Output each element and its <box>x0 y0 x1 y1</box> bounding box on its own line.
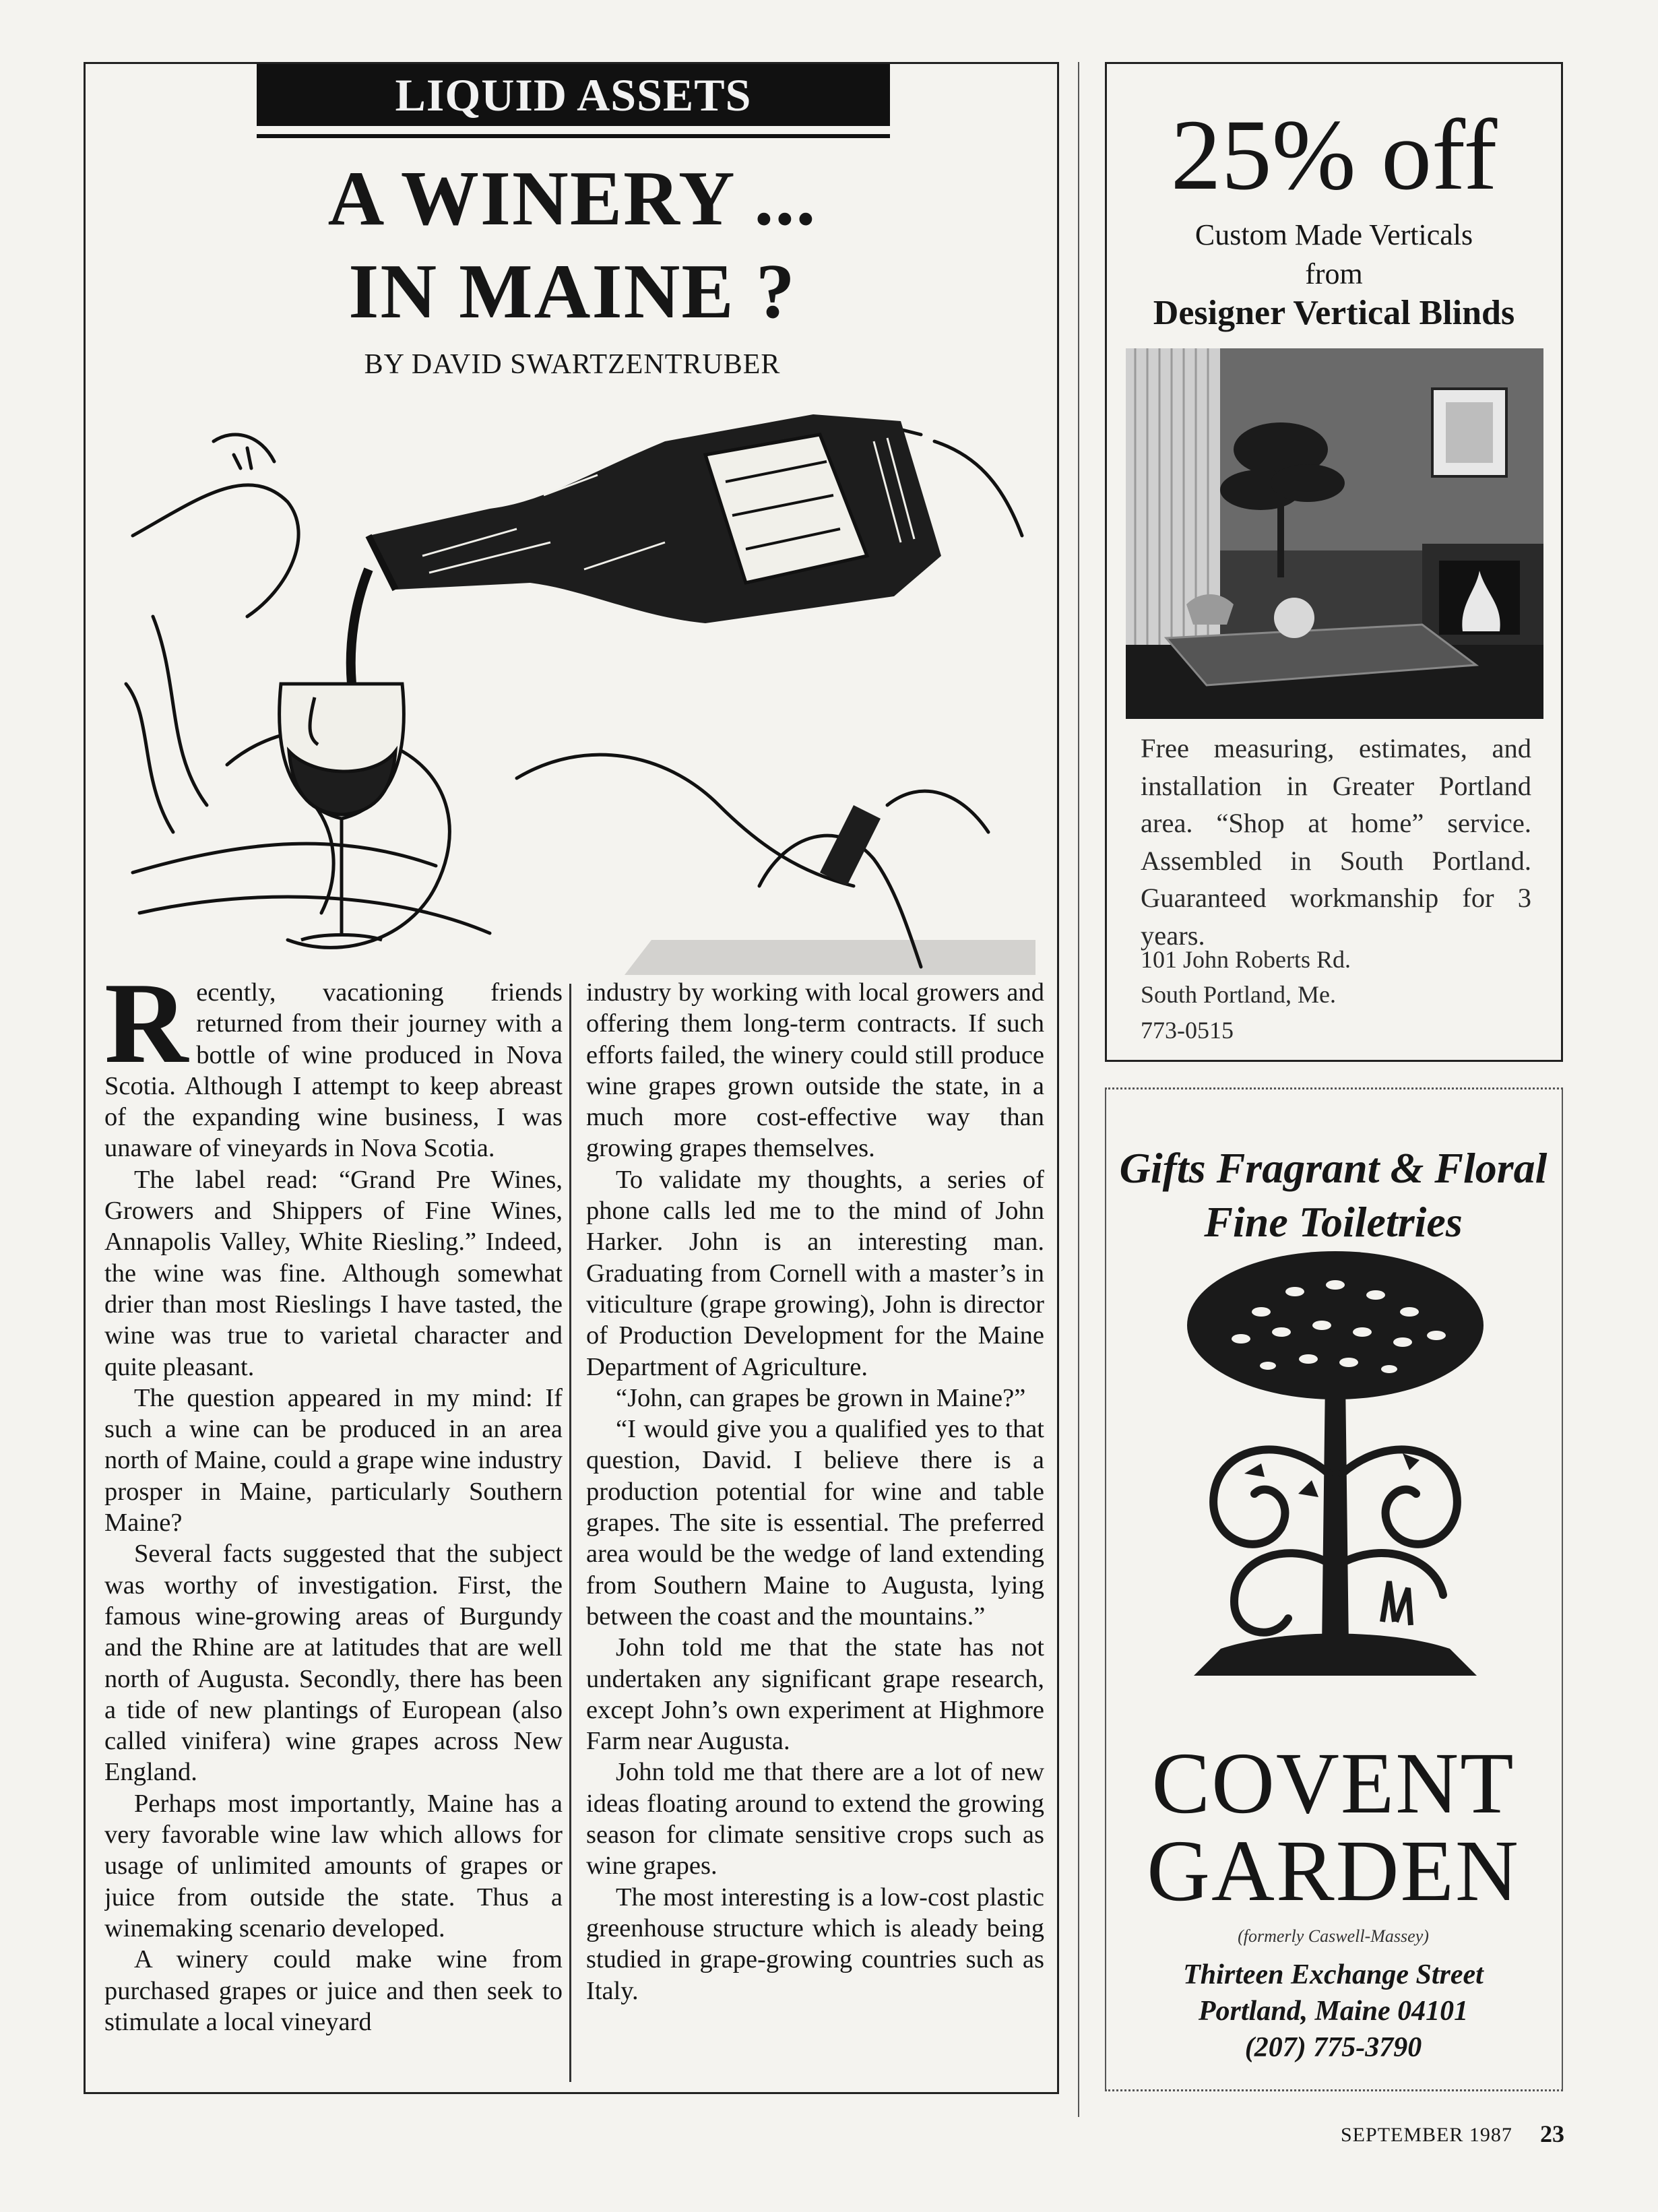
ad-discount-headline: 25% off <box>1170 99 1498 211</box>
ad-brand-line-2: GARDEN <box>1147 1823 1520 1920</box>
ad-subheading-from: from <box>1305 257 1363 290</box>
page-divider-rule <box>1078 62 1079 2117</box>
paragraph: The question appeared in my mind: If such a wine can be produced in an area north of Maine, could a grape wine industry prosper in Maine, particularly Southern Maine? <box>104 1383 563 1538</box>
wine-pour-illustration <box>113 401 1035 975</box>
paragraph: The label read: “Grand Pre Wines, Growers and Shippers of Fine Wines, Annapolis Valley, White Riesling.” Indeed, the wine was fine. Although somewhat drier than most Rieslings I have tasted, the wine was true to varietal character and quite pleasant. <box>104 1165 563 1381</box>
paragraph: John told me that the state has not undertaken any significant grape research, except John’s own experiment at Highmore Farm near Augusta. <box>586 1633 1044 1756</box>
paragraph: Recently, vacationing friends returned from their journey with a bottle of wine produced in Nova Scotia. Although I attempt to keep abreast of the expanding wine business, I was unaware of vineyards in Nova Scotia. <box>104 977 563 1163</box>
drop-cap: R <box>104 977 189 1087</box>
paragraph: A winery could make wine from purchased grapes or juice and then seek to stimulate a local vineyard <box>104 1945 563 2036</box>
ad-body-text: Free measuring, estimates, and installation in Greater Portland area. “Shop at home” service. Assembled in South Portland. Guaranteed workmanship for 3 years. <box>1141 733 1531 951</box>
ad-city: South Portland, Me. <box>1141 981 1337 1008</box>
headline-line-1: A WINERY ... <box>327 156 817 242</box>
tree-logo-icon <box>1180 1244 1490 1716</box>
article-column-1 <box>104 977 563 2082</box>
page-number: 23 <box>1540 2120 1564 2147</box>
paragraph: Perhaps most importantly, Maine has a very favorable wine law which allows for usage of unlimited amounts of grapes or juice from outside the state. Thus a winemaking scenario developed. <box>104 1789 563 1942</box>
paragraph: “I would give you a qualified yes to that question, David. I believe there is a production potential for wine and table grapes. The site is essential. The preferred area would be the wedge of land extending from Southern Maine to Augusta, lying between the coast and the mountains.” <box>586 1415 1044 1631</box>
ad-formerly-note: (formerly Caswell-Massey) <box>1238 1926 1429 1946</box>
ad-phone: 773-0515 <box>1141 1017 1234 1044</box>
covent-garden-advertisement <box>1105 1087 1563 2091</box>
paragraph: The most interesting is a low-cost plastic greenhouse structure which is aleady being studied in grape-growing countries such as Italy. <box>586 1883 1044 2005</box>
article-column-2 <box>586 977 1044 2082</box>
ad-tagline-1: Gifts Fragrant & Floral <box>1119 1144 1548 1192</box>
kicker-rule <box>257 134 890 138</box>
ad-street-address: 101 John Roberts Rd. <box>1141 946 1351 973</box>
ad-city: Portland, Maine 04101 <box>1198 1996 1469 2027</box>
living-room-photo <box>1126 348 1543 719</box>
ad-company-name: Designer Vertical Blinds <box>1153 294 1515 332</box>
blinds-advertisement <box>1105 62 1563 1062</box>
column-divider <box>569 984 571 2082</box>
article-box <box>84 62 1059 2094</box>
issue-date: SEPTEMBER 1987 <box>1341 2124 1512 2146</box>
headline-line-2: IN MAINE ? <box>348 249 796 335</box>
paragraph: To validate my thoughts, a series of phone calls led me to the mind of John Harker. John is an interesting man. Graduating from Cornell with a master’s in viticulture (grape growing), John is director of Production Development for the Maine Department of Agriculture. <box>586 1165 1044 1381</box>
paragraph: John told me that there are a lot of new ideas floating around to extend the growing season for climate sensitive crops such as wine grapes. <box>586 1758 1044 1881</box>
paragraph: “John, can grapes be grown in Maine?” <box>616 1383 1026 1412</box>
byline: BY DAVID SWARTZENTRUBER <box>364 349 781 380</box>
ad-street-address: Thirteen Exchange Street <box>1183 1959 1484 1990</box>
ad-tagline-2: Fine Toiletries <box>1204 1198 1463 1246</box>
ad-subheading: Custom Made Verticals <box>1194 218 1473 251</box>
paragraph: industry by working with local growers and offering them long-term contracts. If such efforts failed, the winery could still produce wine grapes grown outside the state, in a much more cost-effective way than growing grapes themselves. <box>586 978 1044 1163</box>
ad-brand-line-1: COVENT <box>1151 1735 1515 1832</box>
paragraph: Several facts suggested that the subject was worthy of investigation. First, the famous wine-growing areas of Burgundy and the Rhine are at latitudes that are well north of Augusta. Secondly, there has been a tide of new plantings of European (also called vinifera) wine grapes across New England. <box>104 1540 563 1787</box>
section-kicker: LIQUID ASSETS <box>257 64 890 126</box>
ad-phone: (207) 775-3790 <box>1244 2032 1422 2063</box>
